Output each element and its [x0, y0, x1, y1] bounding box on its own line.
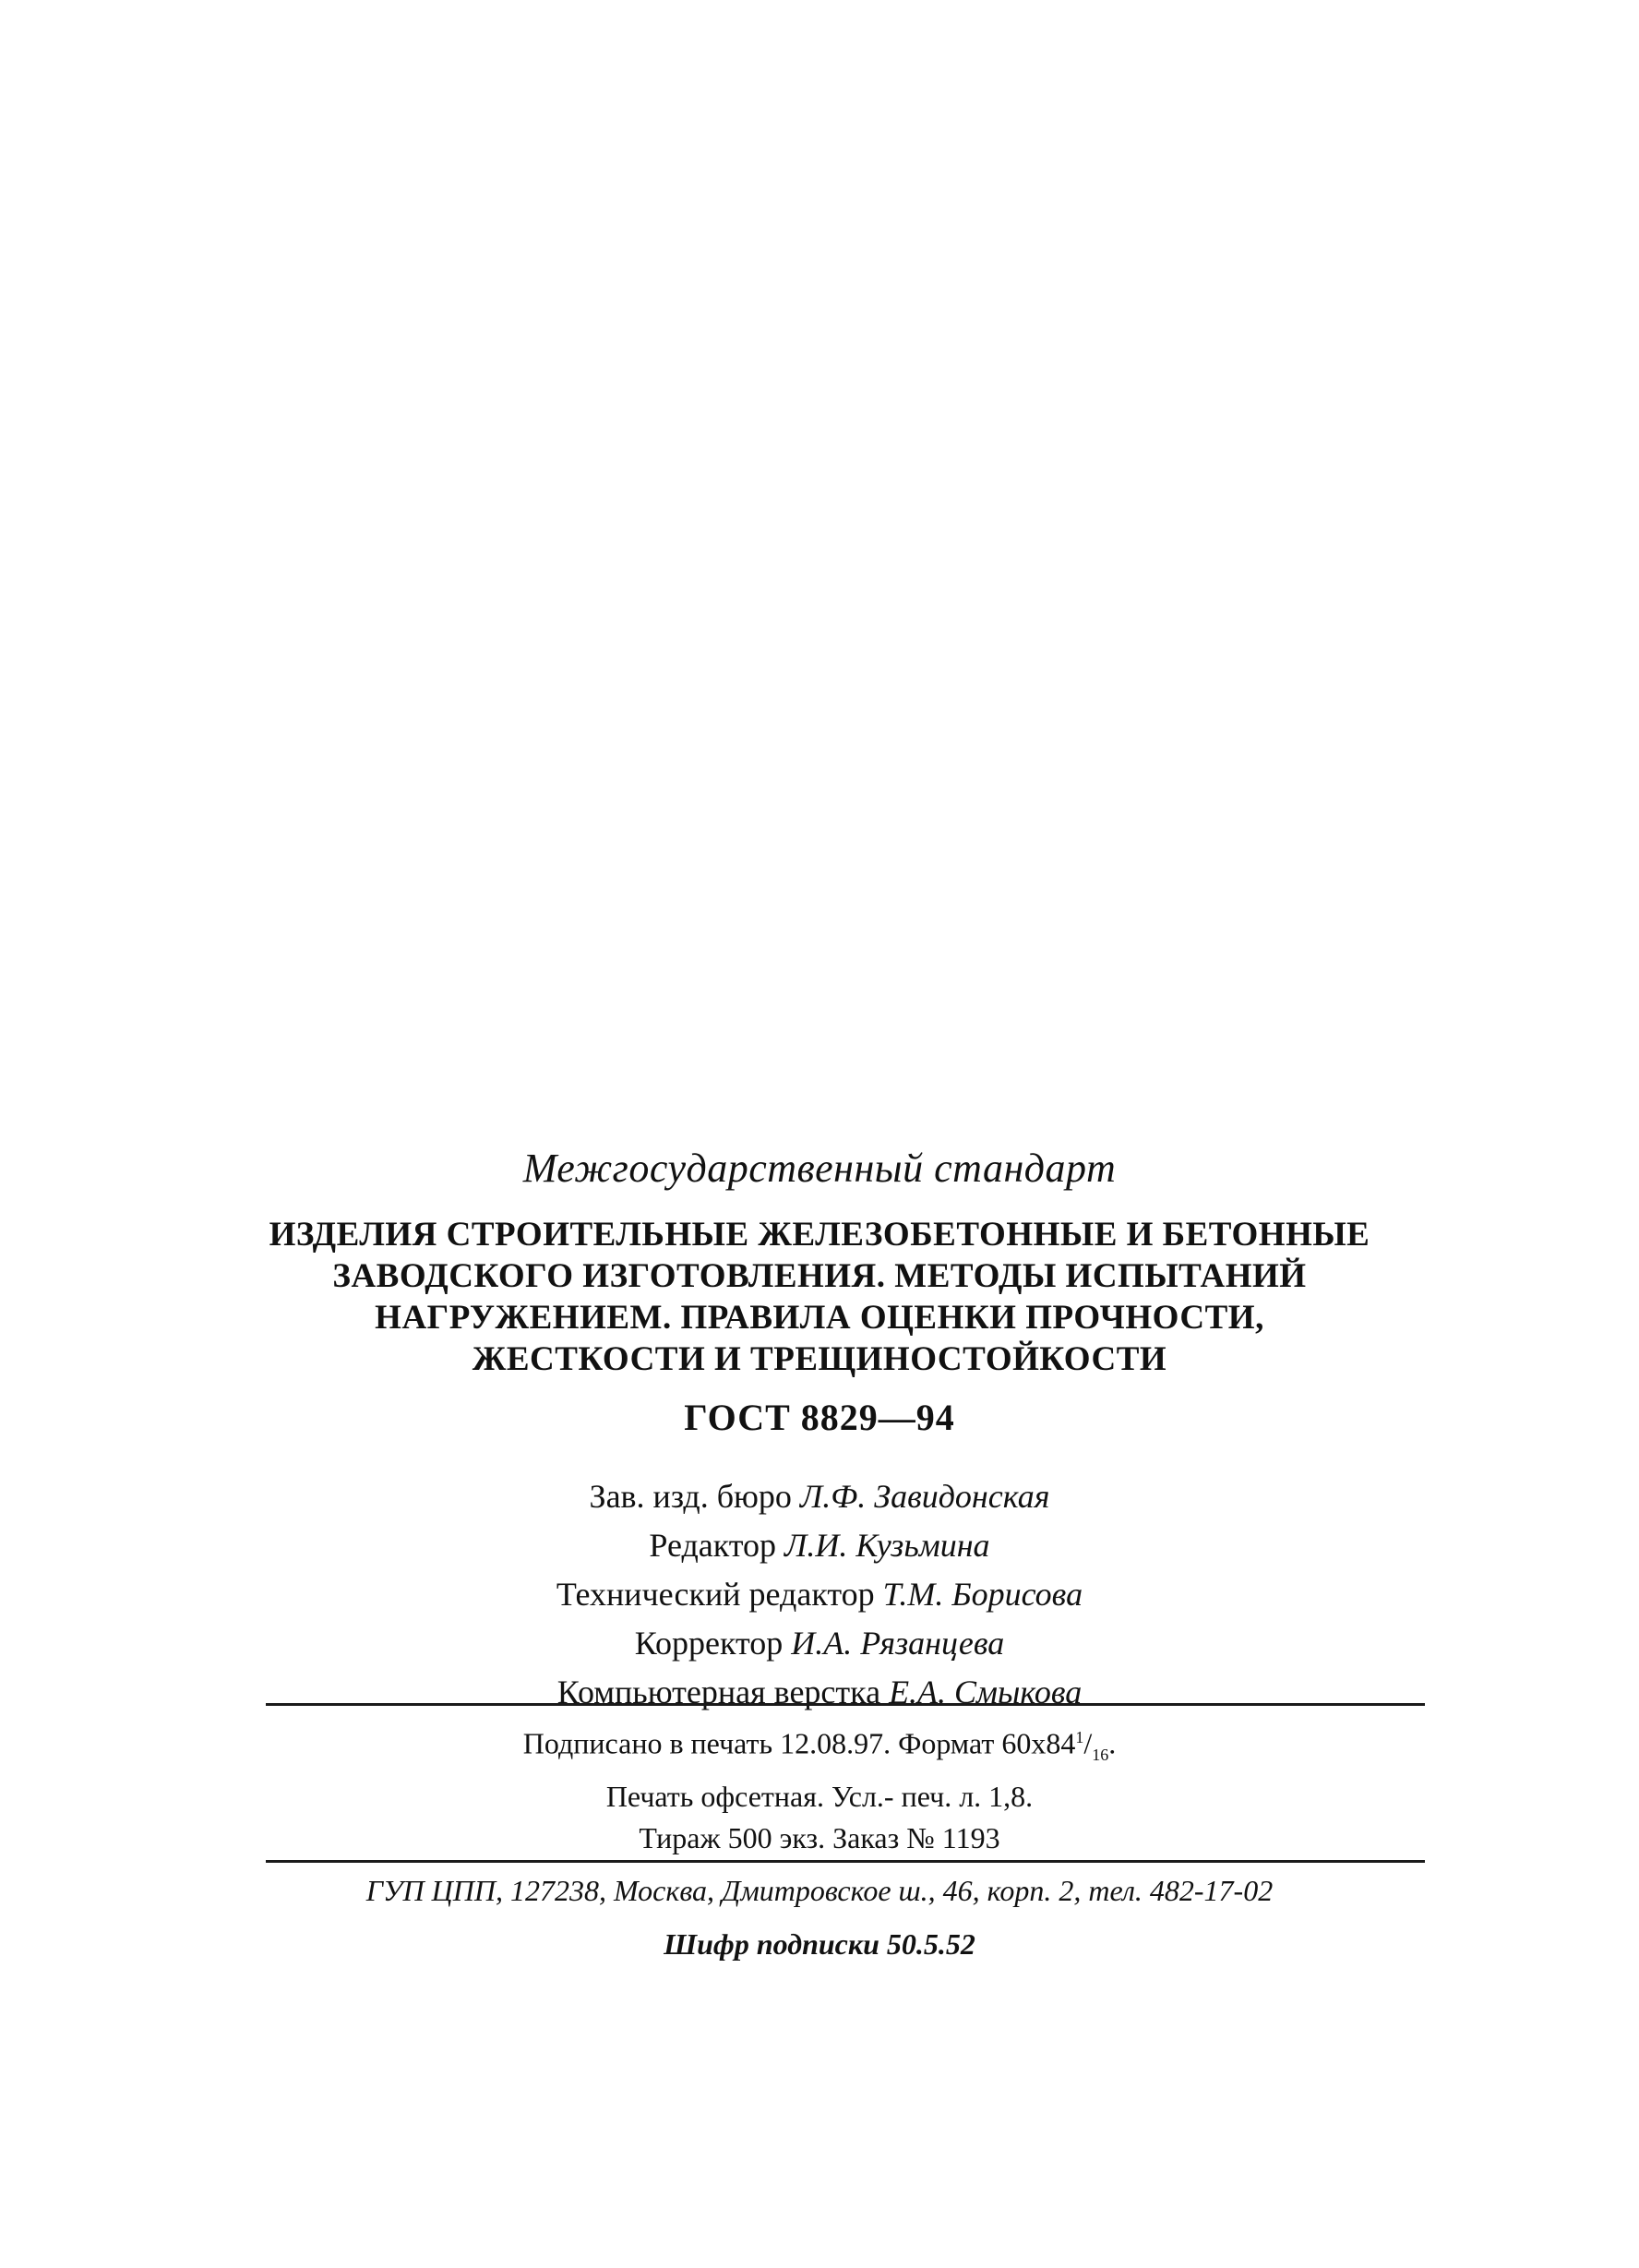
standard-type-subtitle: Межгосударственный стандарт [522, 1146, 1117, 1191]
subscription-code: Шифр подписки 50.5.52 [664, 1927, 975, 1961]
divider-bottom [266, 1860, 1425, 1863]
document-title [0, 1214, 1639, 1380]
credit-name: Т.М. Борисова [882, 1576, 1083, 1613]
title-line: ЖЕСТКОСТИ И ТРЕЩИНОСТОЙКОСТИ [472, 1340, 1167, 1378]
print-signed-line: Подписано в печать 12.08.97. Формат $60х84^1/_{16}$. [522, 1726, 1117, 1765]
credit-name: И.А. Рязанцева [791, 1625, 1005, 1662]
credit-row [0, 1619, 1639, 1668]
publisher-address: ГУП ЦПП, 127238, Москва, Дмитровское ш., 46, корп. 2, тел. 482-17-02 [365, 1874, 1274, 1907]
credit-role: Корректор [634, 1625, 784, 1662]
divider-top [266, 1703, 1425, 1706]
credit-role: Технический редактор [556, 1576, 875, 1613]
credit-role: Зав. изд. бюро [589, 1478, 792, 1515]
credits-list [0, 1472, 1639, 1717]
title-line: НАГРУЖЕНИЕМ. ПРАВИЛА ОЦЕНКИ ПРОЧНОСТИ, [375, 1299, 1264, 1337]
credit-name: Е.А. Смыкова [889, 1674, 1083, 1710]
format-subscript: 16 [1092, 1746, 1109, 1765]
print-run-line: Тираж 500 экз. Заказ № 1193 [639, 1821, 1000, 1855]
title-line: ИЗДЕЛИЯ СТРОИТЕЛЬНЫЕ ЖЕЛЕЗОБЕТОННЫЕ И БЕТОННЫЕ [269, 1216, 1370, 1254]
format-superscript: 1 [1075, 1728, 1084, 1746]
credit-row [0, 1668, 1639, 1717]
credit-row [0, 1570, 1639, 1619]
credit-row [0, 1521, 1639, 1570]
credit-role: Компьютерная верстка [556, 1674, 881, 1710]
print-signed-text: Подписано в печать 12.08.97. Формат 60х84 [522, 1726, 1076, 1760]
standard-number: ГОСТ 8829—94 [684, 1397, 955, 1438]
credit-row [0, 1472, 1639, 1521]
credit-name: Л.Ф. Завидонская [799, 1478, 1050, 1515]
credit-role: Редактор [649, 1527, 777, 1564]
print-info [0, 1717, 1639, 1859]
credit-name: Л.И. Кузьмина [784, 1527, 990, 1564]
title-line: ЗАВОДСКОГО ИЗГОТОВЛЕНИЯ. МЕТОДЫ ИСПЫТАНИЙ [332, 1257, 1307, 1295]
print-type-line: Печать офсетная. Усл.- печ. л. 1,8. [605, 1780, 1034, 1814]
